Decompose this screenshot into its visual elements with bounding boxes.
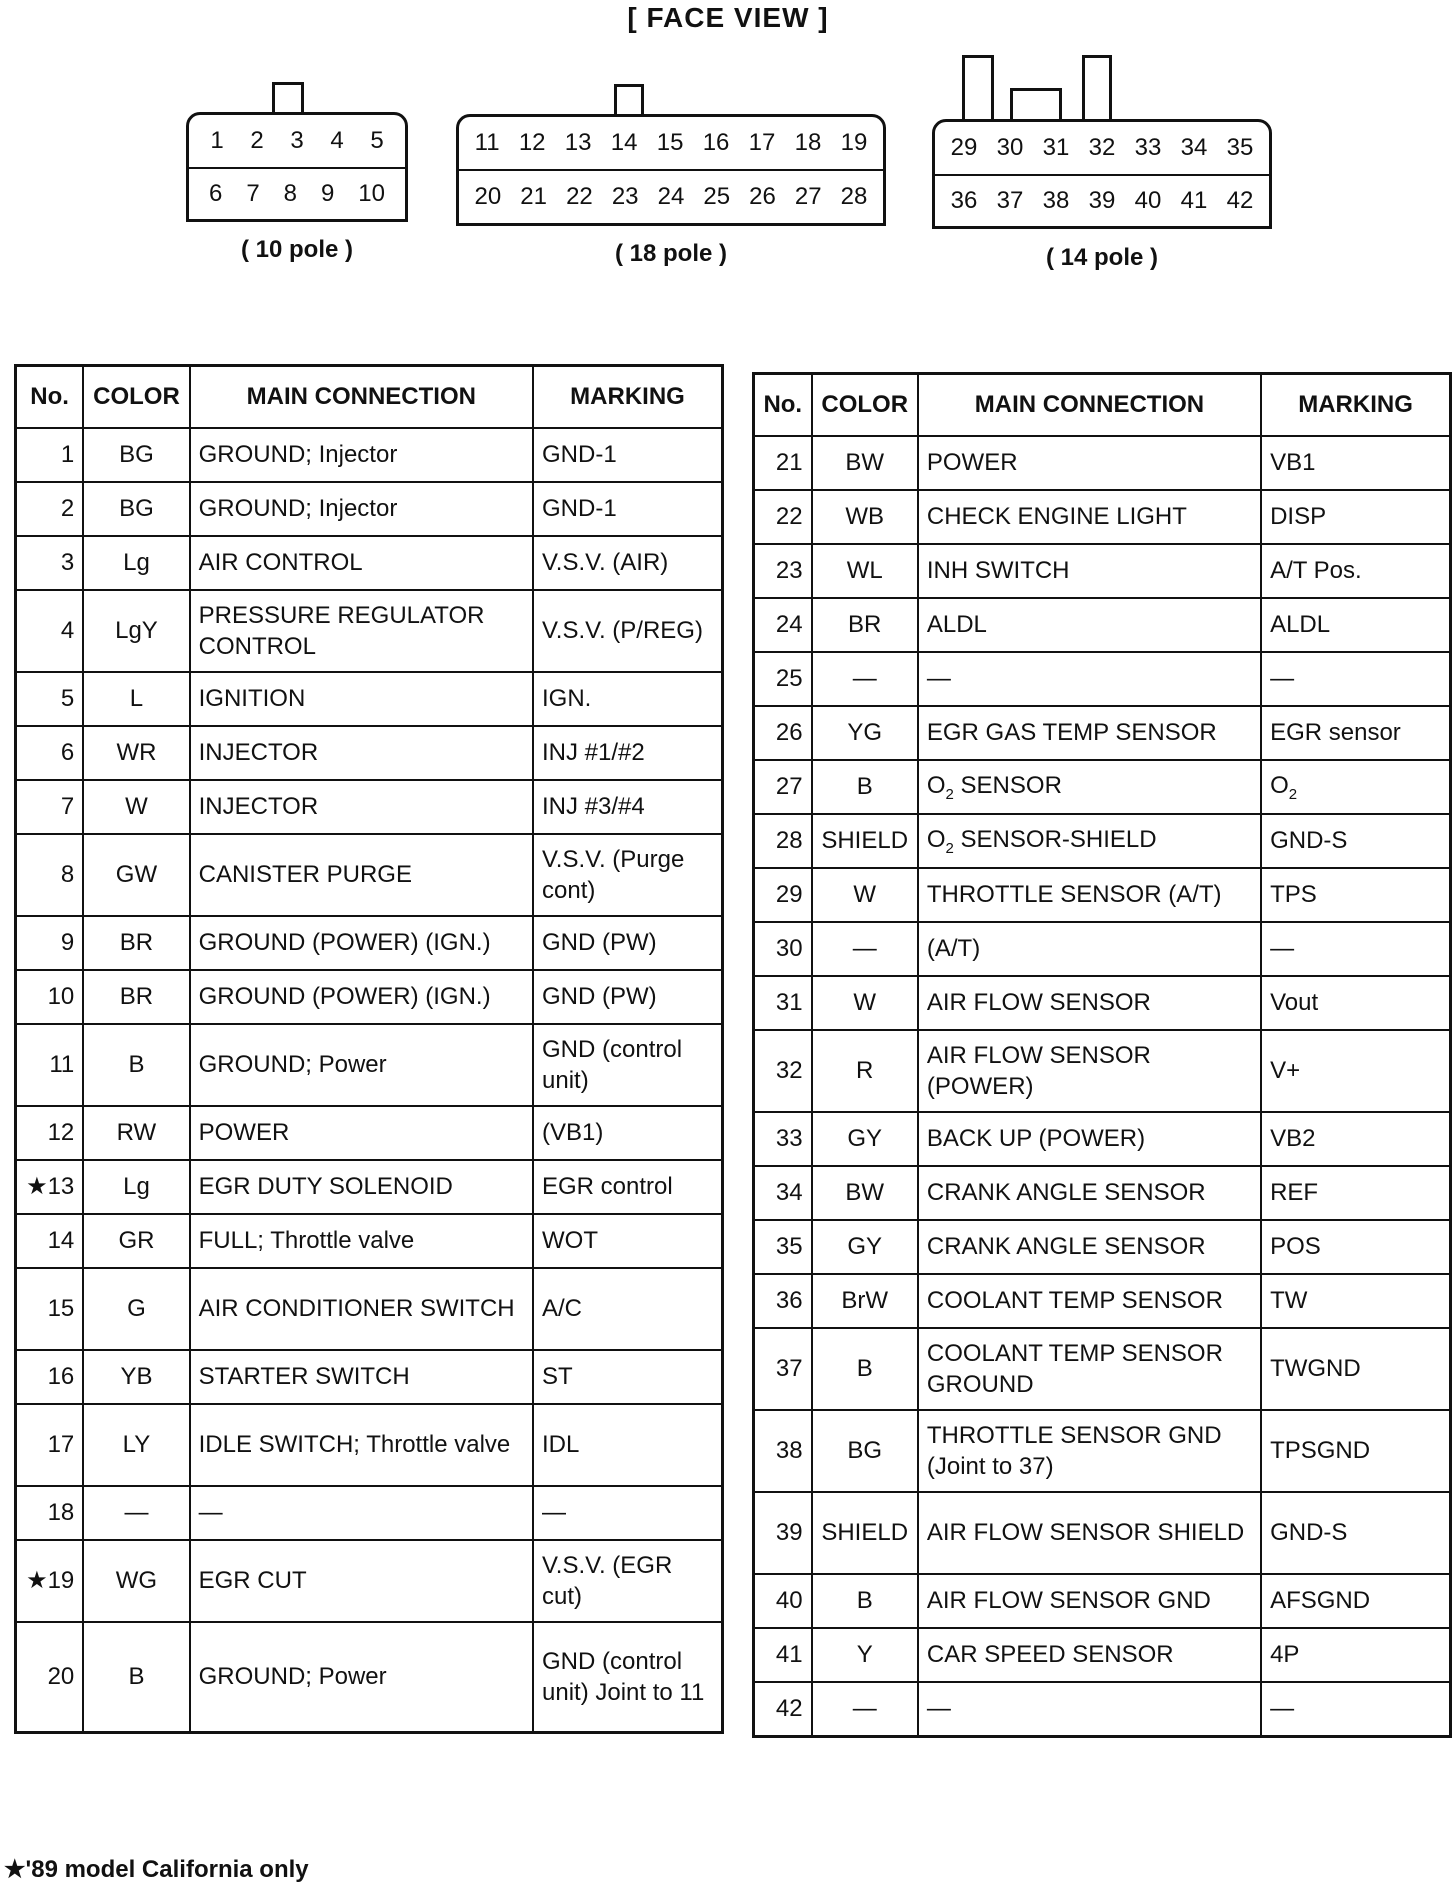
wire-color-cell: L xyxy=(83,672,189,726)
header-color: COLOR xyxy=(812,374,918,437)
main-connection-cell: INJECTOR xyxy=(190,780,533,834)
table-row xyxy=(754,544,1451,598)
table-row xyxy=(754,868,1451,922)
table-row xyxy=(16,1486,723,1540)
pin-no-cell: 33 xyxy=(754,1112,812,1166)
pin-number: 29 xyxy=(950,134,978,161)
pin-no-cell: 32 xyxy=(754,1030,812,1112)
connector-top-row xyxy=(459,117,883,171)
main-connection-cell: PRESSURE REGULATOR CONTROL xyxy=(190,590,533,672)
pin-number: 26 xyxy=(749,183,776,210)
pin-number: 32 xyxy=(1088,134,1116,161)
marking-cell: VB1 xyxy=(1261,436,1450,490)
table-row xyxy=(16,482,723,536)
table-header-row xyxy=(16,366,723,429)
wire-color-cell: W xyxy=(812,976,918,1030)
marking-cell: GND-S xyxy=(1261,814,1450,868)
main-connection-cell: GROUND; Injector xyxy=(190,428,533,482)
pin-number: 20 xyxy=(474,183,502,210)
pin-number: 21 xyxy=(520,183,547,210)
table-row xyxy=(16,1350,723,1404)
pin-no-cell: ★13 xyxy=(16,1160,84,1214)
wire-color-cell: Lg xyxy=(83,536,189,590)
marking-cell: Vout xyxy=(1261,976,1450,1030)
pin-no-cell: 36 xyxy=(754,1274,812,1328)
connector-pole-label: ( 10 pole ) xyxy=(240,236,354,263)
marking-cell: V+ xyxy=(1261,1030,1450,1112)
pin-no-cell: 11 xyxy=(16,1024,84,1106)
pin-number: 2 xyxy=(250,127,264,154)
pin-number: 8 xyxy=(283,180,297,207)
pin-number: 28 xyxy=(840,183,868,210)
table-row xyxy=(16,1622,723,1733)
pin-number: 24 xyxy=(657,183,685,210)
main-connection-cell: BACK UP (POWER) xyxy=(918,1112,1261,1166)
table-row xyxy=(754,760,1451,814)
pin-no-cell: 30 xyxy=(754,922,812,976)
wire-color-cell: B xyxy=(812,1574,918,1628)
pin-number: 33 xyxy=(1134,134,1162,161)
pin-no-cell: 4 xyxy=(16,590,84,672)
wire-color-cell: Lg xyxy=(83,1160,189,1214)
wire-color-cell: BG xyxy=(812,1410,918,1492)
pin-table-right xyxy=(752,372,1452,1738)
pin-number: 12 xyxy=(518,129,546,156)
pin-no-cell: 26 xyxy=(754,706,812,760)
pin-no-cell: 40 xyxy=(754,1574,812,1628)
header-marking: MARKING xyxy=(1261,374,1450,437)
marking-cell: GND-1 xyxy=(533,428,723,482)
pin-no-cell: 34 xyxy=(754,1166,812,1220)
header-marking: MARKING xyxy=(533,366,723,429)
pin-number: 23 xyxy=(611,183,639,210)
pin-number: 25 xyxy=(703,183,731,210)
marking-cell: GND (control unit) Joint to 11 xyxy=(533,1622,723,1733)
wire-color-cell: RW xyxy=(83,1106,189,1160)
table-row xyxy=(754,976,1451,1030)
marking-cell: GND-1 xyxy=(533,482,723,536)
main-connection-cell: STARTER SWITCH xyxy=(190,1350,533,1404)
table-row xyxy=(16,970,723,1024)
main-connection-cell: INH SWITCH xyxy=(918,544,1261,598)
marking-cell: V.S.V. (Purge cont) xyxy=(533,834,723,916)
wire-color-cell: — xyxy=(812,652,918,706)
pin-no-cell: 31 xyxy=(754,976,812,1030)
marking-cell: ALDL xyxy=(1261,598,1450,652)
table-row xyxy=(16,1540,723,1622)
connector-body xyxy=(456,114,886,226)
connector-pole-label: ( 14 pole ) xyxy=(1045,244,1159,271)
wire-color-cell: B xyxy=(812,760,918,814)
pin-no-cell: 28 xyxy=(754,814,812,868)
table-header-row xyxy=(754,374,1451,437)
connector-bottom-row xyxy=(459,171,883,223)
wire-color-cell: W xyxy=(83,780,189,834)
wire-color-cell: LgY xyxy=(83,590,189,672)
main-connection-cell: AIR FLOW SENSOR xyxy=(918,976,1261,1030)
pin-number: 30 xyxy=(996,134,1024,161)
wire-color-cell: BR xyxy=(83,970,189,1024)
wire-color-cell: B xyxy=(812,1328,918,1410)
header-no: No. xyxy=(16,366,84,429)
pin-number: 37 xyxy=(996,187,1024,214)
pin-no-cell: 41 xyxy=(754,1628,812,1682)
marking-cell: A/C xyxy=(533,1268,723,1350)
connector-body xyxy=(186,112,408,222)
wire-color-cell: GW xyxy=(83,834,189,916)
table-row xyxy=(754,652,1451,706)
wire-color-cell: B xyxy=(83,1024,189,1106)
wire-color-cell: WR xyxy=(83,726,189,780)
table-row xyxy=(754,490,1451,544)
wire-color-cell: WL xyxy=(812,544,918,598)
table-row xyxy=(754,1030,1451,1112)
pin-number: 34 xyxy=(1180,134,1208,161)
header-no: No. xyxy=(754,374,812,437)
pin-no-cell: 17 xyxy=(16,1404,84,1486)
marking-cell: TW xyxy=(1261,1274,1450,1328)
main-connection-cell: EGR DUTY SOLENOID xyxy=(190,1160,533,1214)
main-connection-cell: AIR FLOW SENSOR SHIELD xyxy=(918,1492,1261,1574)
wire-color-cell: YG xyxy=(812,706,918,760)
connector-top-row xyxy=(189,115,405,169)
connector-latch xyxy=(1010,88,1062,122)
marking-cell: ST xyxy=(533,1350,723,1404)
header-color: COLOR xyxy=(83,366,189,429)
main-connection-cell: AIR CONDITIONER SWITCH xyxy=(190,1268,533,1350)
table-row xyxy=(16,834,723,916)
wire-color-cell: BR xyxy=(812,598,918,652)
table-row xyxy=(754,1492,1451,1574)
wire-color-cell: — xyxy=(812,1682,918,1737)
pin-no-cell: 25 xyxy=(754,652,812,706)
wire-color-cell: SHIELD xyxy=(812,1492,918,1574)
face-view-title: [ FACE VIEW ] xyxy=(627,2,829,33)
header-main-connection: MAIN CONNECTION xyxy=(190,366,533,429)
pin-number: 9 xyxy=(320,180,335,207)
main-connection-cell: AIR FLOW SENSOR (POWER) xyxy=(918,1030,1261,1112)
wire-color-cell: WB xyxy=(812,490,918,544)
main-connection-cell: COOLANT TEMP SENSOR xyxy=(918,1274,1261,1328)
pin-number: 4 xyxy=(330,127,344,154)
pin-no-cell: 3 xyxy=(16,536,84,590)
pin-number: 3 xyxy=(290,127,304,154)
pin-no-cell: 10 xyxy=(16,970,84,1024)
wire-color-cell: GY xyxy=(812,1112,918,1166)
marking-cell: V.S.V. (P/REG) xyxy=(533,590,723,672)
table-row xyxy=(754,1166,1451,1220)
pin-number: 11 xyxy=(474,129,500,156)
marking-cell: TPS xyxy=(1261,868,1450,922)
table-row xyxy=(754,1112,1451,1166)
pin-no-cell: 42 xyxy=(754,1682,812,1737)
marking-cell: GND (control unit) xyxy=(533,1024,723,1106)
main-connection-cell: CAR SPEED SENSOR xyxy=(918,1628,1261,1682)
pin-no-cell: 5 xyxy=(16,672,84,726)
main-connection-cell: CRANK ANGLE SENSOR xyxy=(918,1166,1261,1220)
main-connection-cell: — xyxy=(918,652,1261,706)
connector-latch xyxy=(962,55,994,122)
table-row xyxy=(754,706,1451,760)
pin-no-cell: 21 xyxy=(754,436,812,490)
connector-bottom-row xyxy=(935,176,1269,226)
main-connection-cell: POWER xyxy=(918,436,1261,490)
pin-number: 38 xyxy=(1042,187,1070,214)
pin-no-cell: 38 xyxy=(754,1410,812,1492)
main-connection-cell: CANISTER PURGE xyxy=(190,834,533,916)
connector-latch xyxy=(614,84,644,117)
main-connection-cell: — xyxy=(918,1682,1261,1737)
marking-cell: AFSGND xyxy=(1261,1574,1450,1628)
pin-no-cell: 22 xyxy=(754,490,812,544)
marking-cell: — xyxy=(1261,1682,1450,1737)
table-row xyxy=(754,1574,1451,1628)
pin-no-cell: 7 xyxy=(16,780,84,834)
connector-pole-label: ( 18 pole ) xyxy=(614,240,728,267)
marking-cell: POS xyxy=(1261,1220,1450,1274)
connector-top-row xyxy=(935,122,1269,176)
marking-cell: — xyxy=(533,1486,723,1540)
pin-no-cell: 39 xyxy=(754,1492,812,1574)
marking-cell: IGN. xyxy=(533,672,723,726)
pin-table-left xyxy=(14,364,724,1734)
table-row xyxy=(16,428,723,482)
main-connection-cell: IDLE SWITCH; Throttle valve xyxy=(190,1404,533,1486)
main-connection-cell: AIR CONTROL xyxy=(190,536,533,590)
table-row xyxy=(16,780,723,834)
main-connection-cell: THROTTLE SENSOR (A/T) xyxy=(918,868,1261,922)
wire-color-cell: BR xyxy=(83,916,189,970)
table-row xyxy=(16,1160,723,1214)
table-row xyxy=(16,1404,723,1486)
main-connection-cell: AIR FLOW SENSOR GND xyxy=(918,1574,1261,1628)
table-row xyxy=(754,1628,1451,1682)
marking-cell: EGR sensor xyxy=(1261,706,1450,760)
wire-color-cell: BrW xyxy=(812,1274,918,1328)
pin-number: 17 xyxy=(748,129,776,156)
marking-cell: — xyxy=(1261,652,1450,706)
main-connection-cell: ALDL xyxy=(918,598,1261,652)
pin-no-cell: 15 xyxy=(16,1268,84,1350)
pin-number: 39 xyxy=(1088,187,1116,214)
pin-no-cell: 35 xyxy=(754,1220,812,1274)
pin-no-cell: 16 xyxy=(16,1350,84,1404)
main-connection-cell: GROUND (POWER) (IGN.) xyxy=(190,970,533,1024)
pin-table-right-body xyxy=(754,436,1451,1737)
pin-no-cell: 27 xyxy=(754,760,812,814)
table-row xyxy=(16,1024,723,1106)
marking-cell: GND (PW) xyxy=(533,970,723,1024)
marking-cell: REF xyxy=(1261,1166,1450,1220)
main-connection-cell: COOLANT TEMP SENSOR GROUND xyxy=(918,1328,1261,1410)
marking-cell: EGR control xyxy=(533,1160,723,1214)
wire-color-cell: WG xyxy=(83,1540,189,1622)
main-connection-cell: INJECTOR xyxy=(190,726,533,780)
pin-no-cell: 18 xyxy=(16,1486,84,1540)
pin-number: 27 xyxy=(794,183,822,210)
pin-no-cell: 20 xyxy=(16,1622,84,1733)
pin-number: 31 xyxy=(1042,134,1070,161)
main-connection-cell: (A/T) xyxy=(918,922,1261,976)
main-connection-cell: GROUND; Power xyxy=(190,1622,533,1733)
connector-bottom-row xyxy=(189,169,405,219)
marking-cell: 4P xyxy=(1261,1628,1450,1682)
pin-no-cell: 1 xyxy=(16,428,84,482)
marking-cell: TWGND xyxy=(1261,1328,1450,1410)
pin-number: 19 xyxy=(840,129,868,156)
pin-table-left-body xyxy=(16,428,723,1733)
wire-color-cell: — xyxy=(83,1486,189,1540)
marking-cell: WOT xyxy=(533,1214,723,1268)
main-connection-cell: $O_2$ SENSOR xyxy=(918,760,1261,814)
marking-cell: (VB1) xyxy=(533,1106,723,1160)
table-row xyxy=(754,436,1451,490)
footnote: ★'89 model California only xyxy=(4,1856,309,1883)
wire-color-cell: BG xyxy=(83,482,189,536)
wire-color-cell: BW xyxy=(812,436,918,490)
main-connection-cell: IGNITION xyxy=(190,672,533,726)
pin-no-cell: 6 xyxy=(16,726,84,780)
wire-color-cell: GY xyxy=(812,1220,918,1274)
table-row xyxy=(754,922,1451,976)
pin-number: 7 xyxy=(246,180,260,207)
pin-number: 18 xyxy=(794,129,822,156)
wire-color-cell: LY xyxy=(83,1404,189,1486)
wire-color-cell: Y xyxy=(812,1628,918,1682)
main-connection-cell: EGR GAS TEMP SENSOR xyxy=(918,706,1261,760)
main-connection-cell: — xyxy=(190,1486,533,1540)
marking-cell: GND-S xyxy=(1261,1492,1450,1574)
pin-number: 14 xyxy=(610,129,638,156)
pin-number: 22 xyxy=(566,183,593,210)
header-main-connection: MAIN CONNECTION xyxy=(918,374,1261,437)
pin-number: 41 xyxy=(1180,187,1208,214)
connector-body xyxy=(932,119,1272,229)
pin-no-cell: ★19 xyxy=(16,1540,84,1622)
pin-number: 1 xyxy=(210,127,224,154)
pin-number: 36 xyxy=(950,187,978,214)
pin-number: 16 xyxy=(702,129,730,156)
pin-no-cell: 2 xyxy=(16,482,84,536)
pin-no-cell: 29 xyxy=(754,868,812,922)
marking-cell: GND (PW) xyxy=(533,916,723,970)
main-connection-cell: CRANK ANGLE SENSOR xyxy=(918,1220,1261,1274)
marking-cell: $O_2$ xyxy=(1261,760,1450,814)
main-connection-cell: $O_2$ SENSOR-SHIELD xyxy=(918,814,1261,868)
table-row xyxy=(754,1220,1451,1274)
pin-no-cell: 24 xyxy=(754,598,812,652)
table-row xyxy=(754,1274,1451,1328)
table-row xyxy=(16,590,723,672)
pin-number: 6 xyxy=(208,180,223,207)
main-connection-cell: GROUND; Power xyxy=(190,1024,533,1106)
wire-color-cell: YB xyxy=(83,1350,189,1404)
marking-cell: VB2 xyxy=(1261,1112,1450,1166)
main-connection-cell: THROTTLE SENSOR GND (Joint to 37) xyxy=(918,1410,1261,1492)
wire-color-cell: G xyxy=(83,1268,189,1350)
table-row xyxy=(16,536,723,590)
main-connection-cell: FULL; Throttle valve xyxy=(190,1214,533,1268)
marking-cell: — xyxy=(1261,922,1450,976)
pin-no-cell: 23 xyxy=(754,544,812,598)
table-row xyxy=(754,598,1451,652)
pin-no-cell: 9 xyxy=(16,916,84,970)
pin-no-cell: 8 xyxy=(16,834,84,916)
main-connection-cell: EGR CUT xyxy=(190,1540,533,1622)
pin-number: 42 xyxy=(1226,187,1254,214)
table-row xyxy=(754,1682,1451,1737)
table-row xyxy=(16,1106,723,1160)
marking-cell: IDL xyxy=(533,1404,723,1486)
table-row xyxy=(754,814,1451,868)
wire-color-cell: BW xyxy=(812,1166,918,1220)
wire-color-cell: R xyxy=(812,1030,918,1112)
pin-number: 40 xyxy=(1134,187,1162,214)
pin-number: 10 xyxy=(358,180,385,207)
wire-color-cell: GR xyxy=(83,1214,189,1268)
table-row xyxy=(16,916,723,970)
marking-cell: V.S.V. (AIR) xyxy=(533,536,723,590)
pin-number: 35 xyxy=(1226,134,1254,161)
wire-color-cell: W xyxy=(812,868,918,922)
pin-no-cell: 37 xyxy=(754,1328,812,1410)
table-row xyxy=(16,672,723,726)
pin-number: 13 xyxy=(564,129,592,156)
main-connection-cell: CHECK ENGINE LIGHT xyxy=(918,490,1261,544)
table-row xyxy=(16,1214,723,1268)
wire-color-cell: B xyxy=(83,1622,189,1733)
pin-number: 5 xyxy=(370,127,384,154)
connector-latch xyxy=(272,82,304,115)
connector-latch xyxy=(1082,55,1112,122)
table-row xyxy=(16,726,723,780)
table-row xyxy=(754,1328,1451,1410)
marking-cell: DISP xyxy=(1261,490,1450,544)
marking-cell: V.S.V. (EGR cut) xyxy=(533,1540,723,1622)
wire-color-cell: — xyxy=(812,922,918,976)
main-connection-cell: GROUND (POWER) (IGN.) xyxy=(190,916,533,970)
pin-no-cell: 14 xyxy=(16,1214,84,1268)
table-row xyxy=(16,1268,723,1350)
main-connection-cell: GROUND; Injector xyxy=(190,482,533,536)
main-connection-cell: POWER xyxy=(190,1106,533,1160)
wire-color-cell: SHIELD xyxy=(812,814,918,868)
marking-cell: INJ #3/#4 xyxy=(533,780,723,834)
table-row xyxy=(754,1410,1451,1492)
pin-number: 15 xyxy=(656,129,684,156)
wire-color-cell: BG xyxy=(83,428,189,482)
pin-no-cell: 12 xyxy=(16,1106,84,1160)
marking-cell: A/T Pos. xyxy=(1261,544,1450,598)
marking-cell: TPSGND xyxy=(1261,1410,1450,1492)
marking-cell: INJ #1/#2 xyxy=(533,726,723,780)
